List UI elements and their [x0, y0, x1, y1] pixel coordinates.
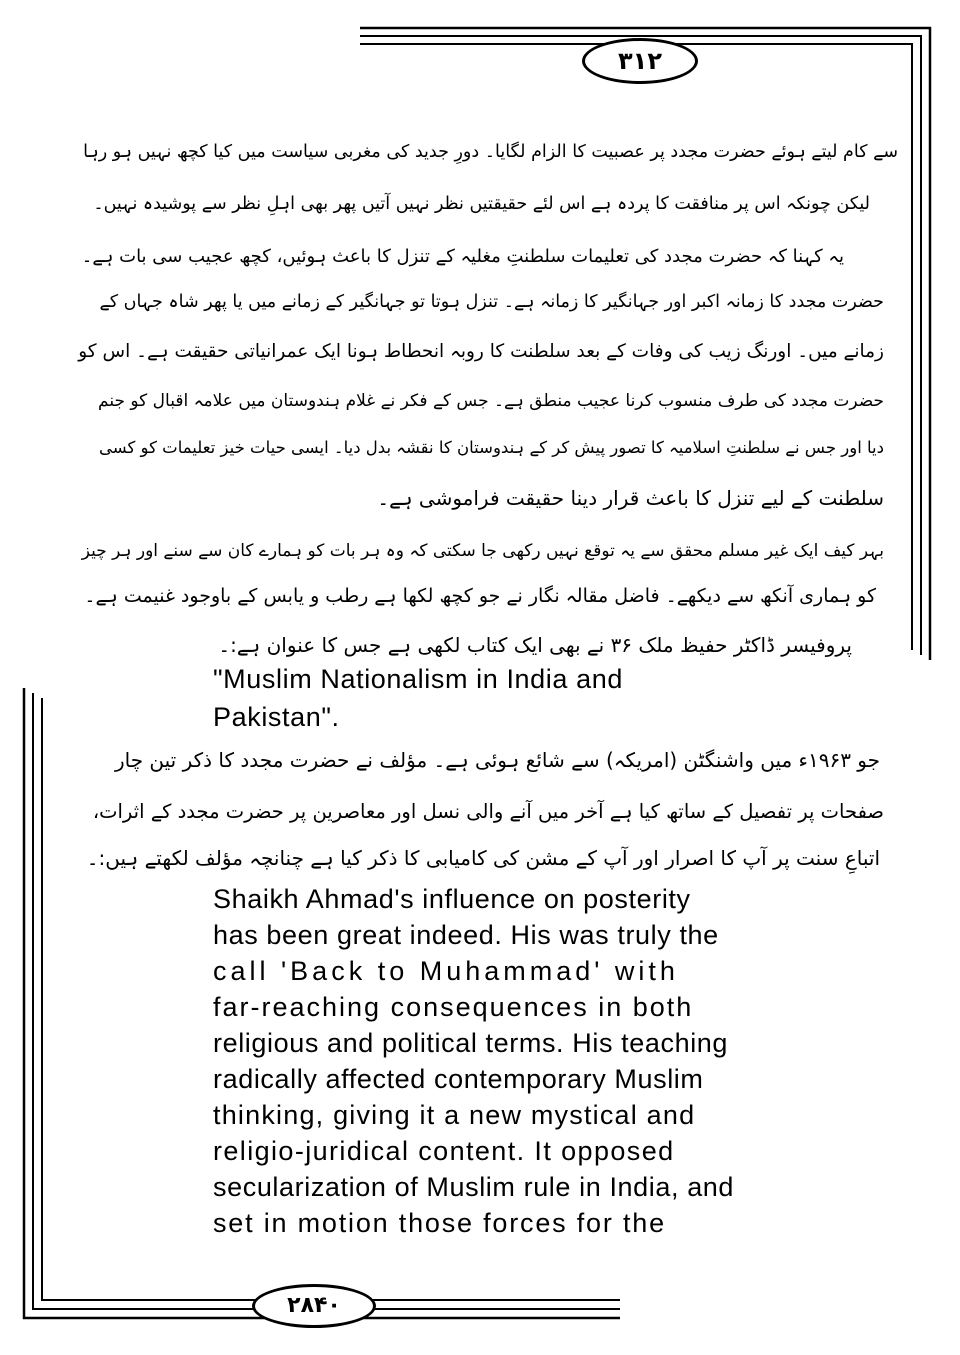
quote-line: set in motion those forces for the [213, 1208, 666, 1238]
page-number-top [582, 38, 698, 84]
urdu-line: کو ہماری آنکھ سے دیکھے۔ فاضل مقالہ نگار نے جو کچھ لکھا ہے رطب و یابس کے باوجود غنیمت ہے۔ [84, 585, 876, 607]
urdu-line: پروفیسر ڈاکٹر حفیظ ملک ۳۶ نے بھی ایک کتاب لکھی ہے جس کا عنوان ہے:۔ [218, 633, 852, 657]
page-number-bottom-text: ۲۸۴۰ [287, 1293, 341, 1318]
urdu-line: اتباعِ سنت پر آپ کا اصرار اور آپ کے مشن کی کامیابی کا ذکر کیا ہے چنانچہ مؤلف لکھتے ہیں:۔ [86, 846, 880, 870]
urdu-line: لیکن چونکہ اس پر منافقت کا پردہ ہے اس لئے حقیقتیں نظر نہیں آتیں پھر بھی اہلِ نظر سے پوشیدہ نہیں۔ [93, 194, 870, 214]
quote-line: radically affected contemporary Muslim [213, 1064, 704, 1094]
urdu-line: صفحات پر تفصیل کے ساتھ کیا ہے آخر میں آنے والی نسل اور معاصرین پر حضرت مجدد کے اثرات، [92, 800, 884, 823]
quote-line: thinking, giving it a new mystical and [213, 1100, 696, 1130]
book-title-line: Pakistan". [213, 702, 340, 732]
urdu-line: بہر کیف ایک غیر مسلم محقق سے یہ توقع نہیں رکھی جا سکتی کہ وہ ہر بات کو ہمارے کان سے سنے اور ہر چیز [81, 541, 884, 561]
quote-line: Shaikh Ahmad's influence on posterity [213, 884, 691, 914]
book-title [213, 664, 753, 744]
quote-line: religio-juridical content. It opposed [213, 1136, 675, 1166]
quote-line: secularization of Muslim rule in India, and [213, 1172, 735, 1202]
urdu-line: سلطنت کے لیے تنزل کا باعث قرار دینا حقیقت فراموشی ہے۔ [377, 486, 884, 510]
urdu-line: یہ کہنا کہ حضرت مجدد کی تعلیمات سلطنتِ مغلیہ کے تنزل کا باعث ہوئیں، کچھ عجیب سی بات ہے۔ [81, 246, 844, 267]
page-number-top-text: ۳۱۲ [618, 47, 662, 75]
quote-line: has been great indeed. His was truly the [213, 920, 719, 950]
page-number-bottom [252, 1284, 376, 1328]
english-quote [213, 884, 753, 1254]
book-title-line: "Muslim Nationalism in India and [213, 664, 623, 694]
quote-line: call 'Back to Muhammad' with [213, 956, 679, 986]
quote-line: far-reaching consequences in both [213, 992, 694, 1022]
urdu-line: جو ۱۹۶۳ء میں واشنگٹن (امریکہ) سے شائع ہوئی ہے۔ مؤلف نے حضرت مجدد کا ذکر تین چار [114, 748, 880, 772]
quote-line: religious and political terms. His teaching [213, 1028, 729, 1058]
urdu-line: سے کام لیتے ہوئے حضرت مجدد پر عصبیت کا الزام لگایا۔ دورِ جدید کی مغربی سیاست میں کیا کچھ نہیں ہو رہا [83, 142, 898, 162]
urdu-line: حضرت مجدد کی طرف منسوب کرنا عجیب منطق ہے۔ جس کے فکر نے غلام ہندوستان میں علامہ اقبال کو جنم [98, 391, 884, 411]
urdu-line: زمانے میں۔ اورنگ زیب کی وفات کے بعد سلطنت کا روبہ انحطاط ہونا ایک عمرانیاتی حقیقت ہے۔ اس کو [78, 341, 884, 362]
urdu-line: دیا اور جس نے سلطنتِ اسلامیہ کا تصور پیش کر کے ہندوستان کا نقشہ بدل دیا۔ ایسی حیات خیز تعلیمات کو کسی [98, 438, 884, 457]
urdu-line: حضرت مجدد کا زمانہ اکبر اور جہانگیر کا زمانہ ہے۔ تنزل ہوتا تو جہانگیر کے زمانے میں یا پھر شاہ جہاں کے [99, 292, 884, 312]
